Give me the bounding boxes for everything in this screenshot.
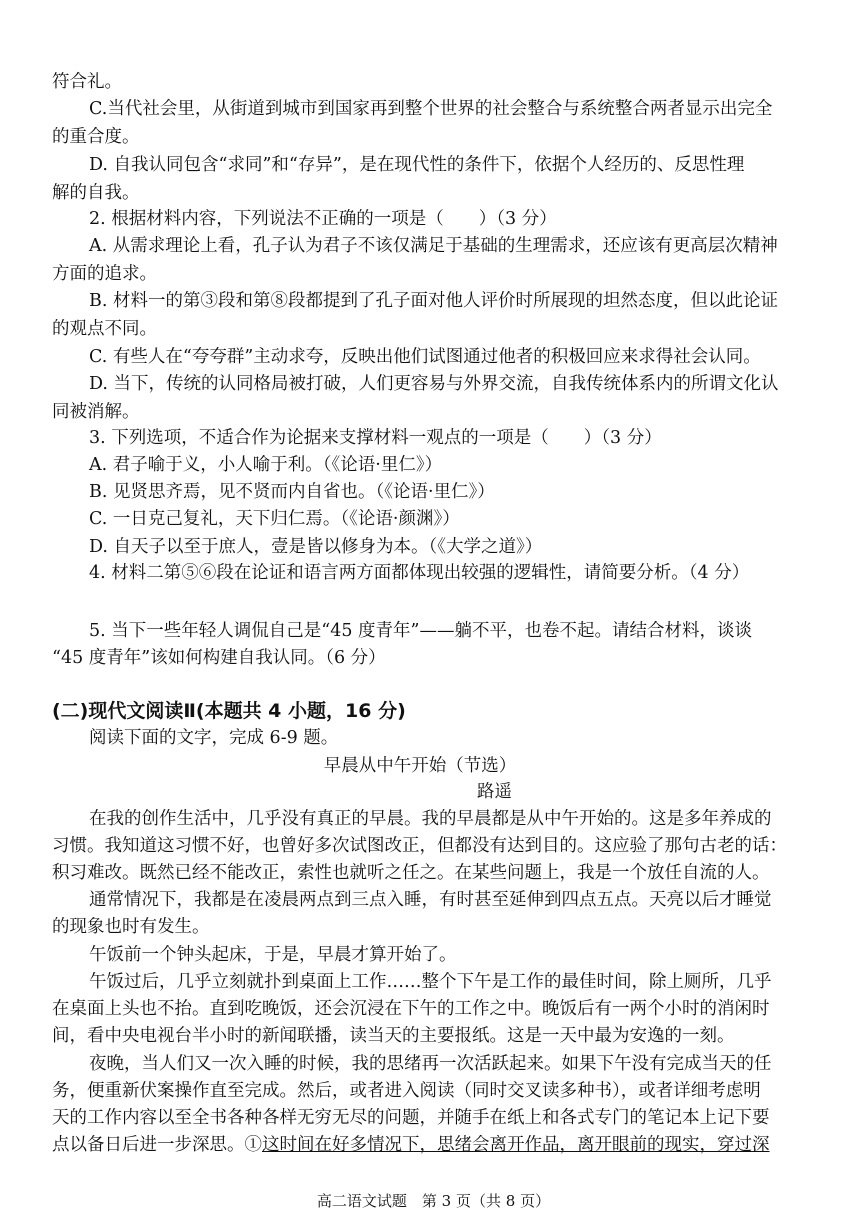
q2-option-d-line1: D. 当下，传统的认同格局被打破，人们更容易与外界交流，自我传统体系内的所谓文化认 <box>89 374 779 394</box>
passage-line: 天的工作内容以至全书各种各样无穷无尽的问题，并随手在纸上和各式专门的笔记本上记下要 <box>52 1108 770 1128</box>
q3-option-b: B. 见贤思齐焉，见不贤而内自省也。（《论语·里仁》） <box>89 482 495 502</box>
q2-option-a-line1: A. 从需求理论上看，孔子认为君子不该仅满足于基础的生理需求，还应该有更高层次精神 <box>89 236 778 256</box>
passage-line: 午饭前一个钟头起床，于是，早晨才算开始了。 <box>89 945 457 965</box>
passage-line: 通常情况下，我都是在凌晨两点到三点入睡，有时甚至延伸到四点五点。天亮以后才睡觉 <box>89 890 772 910</box>
option-d-line1: D. 自我认同包含“求同”和“存异”，是在现代性的条件下，依据个人经历的、反思性理 <box>89 155 745 175</box>
question-5-line2: “45 度青年”该如何构建自我认同。（6 分） <box>52 648 386 668</box>
question-4: 4. 材料二第⑤⑥段在论证和语言两方面都体现出较强的逻辑性，请简要分析。（4 分） <box>89 563 750 583</box>
q2-option-b-line1: B. 材料一的第③段和第⑧段都提到了孔子面对他人评价时所展现的坦然态度，但以此论证 <box>89 291 778 311</box>
passage-line: 务，便重新伏案操作直至完成。然后，或者进入阅读（同时交叉读多种书），或者详细考虑明 <box>52 1081 761 1101</box>
option-c-line1: C.当代社会里，从街道到城市到国家再到整个世界的社会整合与系统整合两者显示出完全 <box>89 99 773 119</box>
section-instruction: 阅读下面的文字，完成 6-9 题。 <box>89 728 339 748</box>
q3-option-d: D. 自天子以至于庶人，壹是皆以修身为本。（《大学之道》） <box>89 537 543 557</box>
question-3-stem: 3. 下列选项，不适合作为论据来支撑材料一观点的一项是（ ）（3 分） <box>89 428 662 448</box>
passage-line: 积习难改。既然已经不能改正，索性也就听之任之。在某些问题上，我是一个放任自流的人。 <box>52 863 770 883</box>
question-2-stem: 2. 根据材料内容，下列说法不正确的一项是（ ）（3 分） <box>89 209 557 229</box>
underlined-sentence: 这时间在好多情况下，思绪会离开作品，离开眼前的现实，穿过深 <box>262 1135 770 1155</box>
passage-line: 的现象也时有发生。 <box>52 917 210 937</box>
page-footer: 高二语文试题 第 3 页（共 8 页） <box>316 1192 551 1210</box>
passage-line: 午饭过后，几乎立刻就扑到桌面上工作……整个下午是工作的最佳时间，除上厕所，几乎 <box>89 972 772 992</box>
passage-line: 夜晚，当人们又一次入睡的时候，我的思绪再一次活跃起来。如果下午没有完成当天的任 <box>89 1054 772 1074</box>
passage-line: 在我的创作生活中，几乎没有真正的早晨。我的早晨都是从中午开始的。这是多年养成的 <box>89 809 772 829</box>
passage-text: 点以备日后进一步深思。① <box>52 1135 262 1155</box>
passage-title: 早晨从中午开始（节选） <box>323 756 517 776</box>
q3-option-a: A. 君子喻于义，小人喻于利。（《论语·里仁》） <box>89 455 443 475</box>
passage-line: 习惯。我知道这习惯不好，也曾好多次试图改正，但都没有达到目的。这应验了那句古老的话： <box>52 836 787 856</box>
q2-option-d-line2: 同被消解。 <box>52 402 140 422</box>
text-line: 符合礼。 <box>52 72 122 92</box>
option-d-line2: 解的自我。 <box>52 183 140 203</box>
passage-line: 间，看中央电视台半小时的新闻联播，读当天的主要报纸。这是一天中最为安逸的一刻。 <box>52 1026 735 1046</box>
q2-option-c: C. 有些人在“夸夸群”主动求夸，反映出他们试图通过他者的积极回应来求得社会认同。 <box>89 347 761 367</box>
passage-line: 在桌面上头也不抬。直到吃晚饭，还会沉浸在下午的工作之中。晚饭后有一两个小时的消闲时 <box>52 999 770 1019</box>
q2-option-b-line2: 的观点不同。 <box>52 319 157 339</box>
question-5-line1: 5. 当下一些年轻人调侃自己是“45 度青年”——躺不平，也卷不起。请结合材料，谈谈 <box>89 621 752 641</box>
q2-option-a-line2: 方面的追求。 <box>52 264 157 284</box>
section-heading: (二)现代文阅读Ⅱ(本题共 4 小题，16 分) <box>52 700 406 722</box>
option-c-line2: 的重合度。 <box>52 127 140 147</box>
q3-option-c: C. 一日克己复礼，天下归仁焉。（《论语·颜渊》） <box>89 509 460 529</box>
passage-line-last <box>52 1131 788 1159</box>
passage-author: 路遥 <box>477 782 512 802</box>
